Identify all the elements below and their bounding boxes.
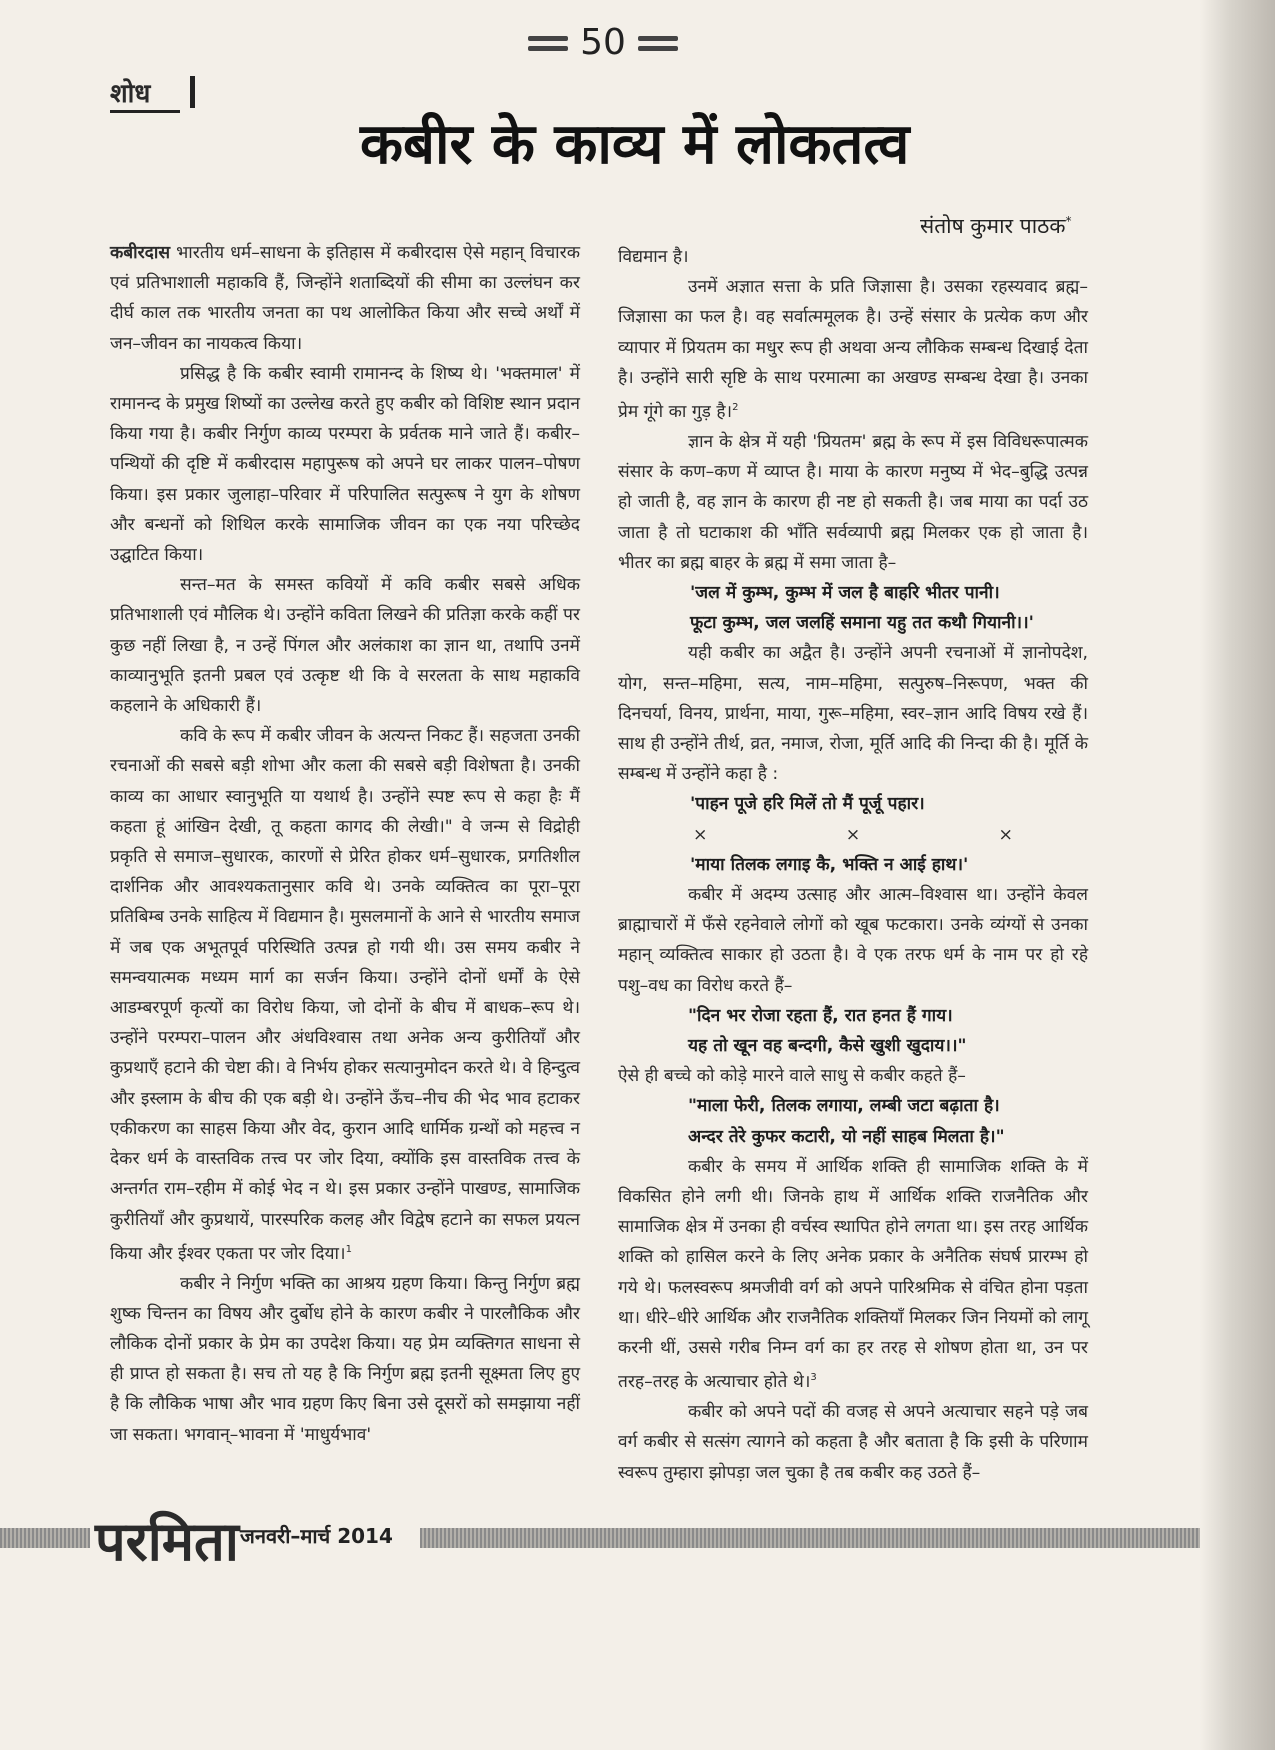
cross-mark: × [998, 824, 1013, 845]
paragraph: कबीर के समय में आर्थिक शक्ति ही सामाजिक शक्ति के में विकसित होने लगी थी। जिनके हाथ में आर्थिक शक्ति राजनैतिक और सामाजिक क्षेत्र में उनका ही वर्चस्व स्थापित होने लगता था। इस तरह आर्थिक शक्ति को हासिल करने के लिए अनेक प्रकार के अनैतिक संघर्ष प्रारम्भ हो गये थे। फलस्वरूप श्रमजीवी वर्ग को अपने पारिश्रमिक से वंचित होना पड़ता था। धीरे–धीरे आर्थिक और राजनैतिक शक्तियाँ मिलकर जिन नियमों को लागू करनी थीं, उससे गरीब निम्न वर्ग का हर तरह से शोषण होता था, उन पर तरह–तरह के अत्याचार होते थे।$^3$ [618, 1156, 1088, 1393]
magazine-logo: परमिता [95, 1509, 239, 1573]
issue-date: जनवरी–मार्च 2014 [240, 1524, 393, 1548]
author-line [920, 212, 1072, 240]
left-column [110, 238, 580, 1450]
quote-line: "दिन भर रोजा रहता हैं, रात हनत हैं गाय। [688, 1005, 953, 1026]
paragraph: ऐसे ही बच्चे को कोड़े मारने वाले साधु से कबीर कहते हैं– [618, 1066, 966, 1087]
author-footnote-mark: * [1065, 214, 1072, 228]
page-number-ornament-left [528, 36, 568, 58]
section-label-bar [190, 76, 195, 108]
cross-mark: × [693, 824, 708, 845]
paragraph: कबीर ने निर्गुण भक्ति का आश्रय ग्रहण किया। किन्तु निर्गुण ब्रह्म शुष्क चिन्तन का विषय और दुर्बोध होने के कारण कबीर ने पारलौकिक और लौकिक दोनों प्रकार के प्रेम का उपदेश किया। यह प्रेम व्यक्तिगत साधना से ही प्राप्त हो सकता है। सच तो यह है कि निर्गुण ब्रह्म इतनी सूक्ष्मता लिए हुए है कि लौकिक भाषा और भाव ग्रहण किए बिना उसे दूसरों को समझाया नहीं जा सकता। भगवान्–भावना में 'माधुर्यभाव' [110, 1273, 580, 1445]
paragraph-lead: कबीरदास [110, 243, 171, 263]
paragraph: कबीरदास भारतीय धर्म–साधना के इतिहास में कबीरदास ऐसे महान् विचारक एवं प्रतिभाशाली महाकवि हैं, जिन्होंने शताब्दियों की सीमा का उल्लंघन कर दीर्घ काल तक भारतीय जनता का पथ आलोकित किया और सच्चे अर्थों में जन–जीवन का नायकत्व किया। [110, 243, 580, 354]
section-label: शोध [110, 74, 180, 113]
quote-line: फूटा कुम्भ, जल जलहिं समाना यहु तत कथौ गियानी।।' [690, 613, 1034, 634]
page-number: 50 [580, 22, 626, 63]
paragraph: विद्यमान है। [618, 247, 689, 267]
paragraph: प्रसिद्ध है कि कबीर स्वामी रामानन्द के शिष्य थे। 'भक्तमाल' में रामानन्द के प्रमुख शिष्यों का उल्लेख करते हुए कबीर को विशिष्ट स्थान प्रदान किया गया है। कबीर निर्गुण काव्य परम्परा के प्रर्वतक माने जाते हैं। कबीर–पन्थियों की दृष्टि में कबीरदास महापुरूष को अपने घर लाकर पालन–पोषण किया। इस प्रकार जुलाहा–परिवार में परिपालित सत्पुरूष ने युग के शोषण और बन्धनों को शिथिल करके सामाजिक जीवन का एक नया परिच्छेद उद्घाटित किया। [110, 363, 580, 566]
footnote-ref: 1 [345, 1243, 352, 1255]
quote-line: यह तो खून वह बन्दगी, कैसे खुशी खुदाय।।" [688, 1036, 967, 1057]
paragraph: उनमें अज्ञात सत्ता के प्रति जिज्ञासा है। उसका रहस्यवाद ब्रह्म–जिज्ञासा का फल है। वह सर्वात्ममूलक है। उन्हें संसार के प्रत्येक कण और व्यापार में प्रियतम का मधुर रूप ही अथवा अन्य लौकिक सम्बन्ध दिखाई देता है। उन्होंने सारी सृष्टि के साथ परमात्मा का अखण्ड सम्बन्ध देखा है। उनका प्रेम गूंगे का गुड़ है।$^2$ [618, 277, 1088, 422]
page-number-block [528, 22, 678, 78]
quote-line: 'जल में कुम्भ, कुम्भ में जल है बाहरि भीतर पानी। [690, 583, 1000, 603]
paragraph: सन्त–मत के समस्त कवियों में कवि कबीर सबसे अधिक प्रतिभाशाली एवं मौलिक थे। उन्होंने कविता लिखने की प्रतिज्ञा करके कहीं पर कुछ नहीं लिखा है, न उन्हें पिंगल और अलंकाश का ज्ञान था, तथापि उनमें काव्यानुभूति इतनी प्रबल एवं उत्कृष्ट थी कि वे सरलता के साथ महाकवि कहलाने के अधिकारी हैं। [110, 575, 580, 717]
page-number-ornament-right [638, 36, 678, 58]
right-column [618, 242, 1088, 1488]
quote-line: अन्दर तेरे कुफर कटारी, यो नहीं साहब मिलता है।" [688, 1126, 1005, 1147]
quote-line: 'पाहन पूजे हरि मिलें तो मैं पूर्जू पहार। [690, 794, 925, 815]
paragraph: ज्ञान के क्षेत्र में यही 'प्रियतम' ब्रह्म के रूप में इस विविधरूपात्मक संसार के कण–कण में व्याप्त है। माया के कारण मनुष्य में भेद–बुद्धि उत्पन्न हो जाती है, वह ज्ञान के कारण ही नष्ट हो सकती है। जब माया का पर्दा उठ जाता है तो घटाकाश की भाँति सर्वव्यापी ब्रह्म मिलकर एक हो जाता है। भीतर का ब्रह्म बाहर के ब्रह्म में समा जाता है– [618, 431, 1088, 573]
paragraph: कवि के रूप में कबीर जीवन के अत्यन्त निकट हैं। सहजता उनकी रचनाओं की सबसे बड़ी शोभा और कला की सबसे बड़ी विशेषता है। उनकी काव्य का आधार स्वानुभूति या यथार्थ है। उन्होंने स्पष्ट रूप से कहा हैः मैं कहता हूं आंखिन देखी, तू कहता कागद की लेखी।" वे जन्म से विद्रोही प्रकृति से समाज–सुधारक, कारणों से प्रेरित होकर धर्म–सुधारक, प्रगतिशील दार्शनिक और आवश्यकतानुसार कवि थे। उनके व्यक्तित्व का पूरा–पूरा प्रतिबिम्ब उनके साहित्य में विद्यमान है। मुसलमानों के आने से भारतीय समाज में जब एक अभूतपूर्व परिस्थिति उत्पन्न हो गयी थी। उस समय कबीर ने समन्वयात्मक मध्यम मार्ग का सर्जन किया। उन्होंने दोनों धर्मों के ऐसे आडम्बरपूर्ण कृत्यों का विरोध किया, जो दोनों के बीच में बाधक–रूप थे। उन्होंने परम्परा–पालन और अंधविश्वास तथा अनेक अन्य कुरीतियाँ और कुप्रथाएँ हटाने की चेष्टा की। वे निर्भय होकर सत्यानुमोदन करते थे। वे हिन्दुत्व और इस्लाम के बीच की एक बड़ी थे। उन्होंने ऊँच–नीच की भेद भाव हटाकर एकीकरण का साहस किया और वेद, कुरान आदि धार्मिक ग्रन्थों को महत्त्व न देकर धर्म के वास्तविक तत्त्व पर जोर दिया, क्योंकि इस वास्तविक तत्त्व के अन्तर्गत राम–रहीम में कोई भेद न थे। इस प्रकार उन्होंने पाखण्ड, सामाजिक कुरीतियाँ और कुप्रथायें, पारस्परिक कलह और विद्वेष हटाने का सफल प्रयत्न किया और ईश्वर एकता पर जोर दिया।$^1$ [110, 726, 580, 1264]
quote-line: 'माया तिलक लगाइ कै, भक्ति न आई हाथ।' [690, 854, 969, 875]
paragraph: यही कबीर का अद्वैत है। उन्होंने अपनी रचनाओं में ज्ञानोपदेश, योग, सन्त–महिमा, सत्य, नाम–महिमा, सत्पुरुष–निरूपण, भक्त की दिनचर्या, विनय, प्रार्थना, माया, गुरू–महिमा, स्वर–ज्ञान आदि विषय रखे हैं। साथ ही उन्होंने तीर्थ, व्रत, नमाज, रोजा, मूर्ति आदि की निन्दा की है। मूर्ति के सम्बन्ध में उन्होंने कहा है : [618, 643, 1088, 785]
page-edge-shadow [1200, 0, 1275, 1750]
article-title: कबीर के काव्य में लोकतत्व [360, 111, 910, 177]
ellipsis-marks [618, 820, 1013, 850]
footnote-ref: 3 [810, 1372, 817, 1384]
author-name: संतोष कुमार पाठक [920, 214, 1066, 238]
paragraph: कबीर में अदम्य उत्साह और आत्म–विश्वास था। उन्होंने केवल ब्राह्माचारों में फँसे रहनेवाले लोगों को खूब फटकारा। उनके व्यंग्यों से उनका महान् व्यक्तित्व साकार हो उठता है। वे एक तरफ धर्म के नाम पर हो रहे पशु–वध का विरोध करते हैं– [618, 885, 1088, 996]
quote-line: "माला फेरी, तिलक लगाया, लम्बी जटा बढ़ाता है। [688, 1096, 1000, 1117]
footnote-ref: 2 [732, 402, 739, 414]
paragraph: कबीर को अपने पदों की वजह से अपने अत्याचार सहने पड़े जब वर्ग कबीर से सत्संग त्यागने को कहता है और बताता है कि इसी के परिणाम स्वरूप तुम्हारा झोपड़ा जल चुका है तब कबीर कह उठते हैं– [618, 1402, 1088, 1483]
cross-mark: × [845, 824, 861, 845]
